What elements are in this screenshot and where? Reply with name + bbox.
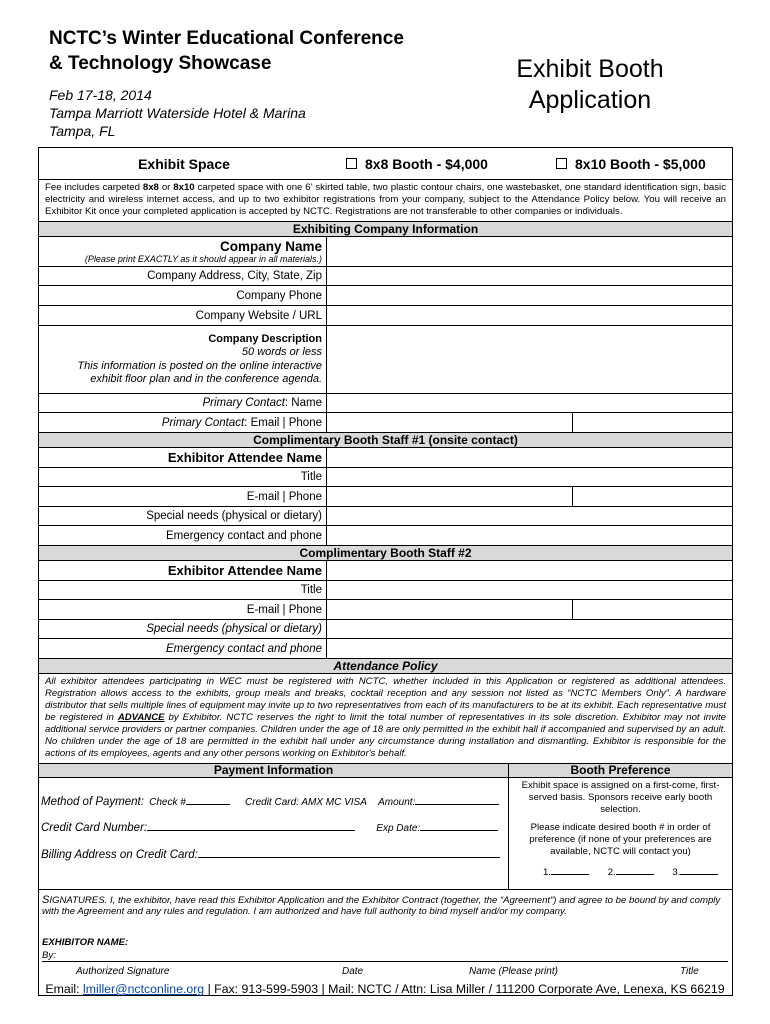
staff1-needs-field[interactable]: Special needs (physical or dietary)	[39, 507, 732, 526]
booth-8x10-option[interactable]: 8x10 Booth - $5,000	[556, 156, 706, 172]
booth-choice-1[interactable]	[551, 864, 589, 875]
staff2-emergency-field[interactable]: Emergency contact and phone	[39, 639, 732, 659]
signature-section	[39, 890, 732, 995]
amount-input[interactable]	[415, 794, 499, 805]
staff2-name-field[interactable]: Exhibitor Attendee Name	[39, 561, 732, 581]
company-name-input[interactable]	[327, 237, 732, 266]
billing-address-input[interactable]	[198, 847, 500, 858]
form-title: Exhibit Booth Application	[516, 55, 664, 114]
company-description-field[interactable]: Company Description 50 words or less This information is posted on the online interactive exhibit floor plan and in the conference agenda.	[39, 326, 732, 394]
conference-venue: Tampa Marriott Waterside Hotel & Marina	[49, 105, 306, 121]
section-staff1: Complimentary Booth Staff #1 (onsite contact)	[39, 433, 732, 448]
checkbox-icon[interactable]	[346, 158, 357, 169]
booth-preference-header: Booth Preference	[509, 764, 732, 778]
conference-title-line1: NCTC’s Winter Educational Conference	[49, 28, 404, 49]
checkbox-icon[interactable]	[556, 158, 567, 169]
application-form	[38, 147, 733, 996]
staff1-emergency-field[interactable]: Emergency contact and phone	[39, 526, 732, 546]
check-number-input[interactable]	[186, 794, 230, 805]
staff1-name-field[interactable]: Exhibitor Attendee Name	[39, 448, 732, 468]
footer-contact: Email: lmiller@nctconline.org | Fax: 913-599-5903 | Mail: NCTC / Attn: Lisa Miller / 111200 Corporate Ave, Lenexa, KS 66219	[45, 982, 725, 996]
section-staff2: Complimentary Booth Staff #2	[39, 546, 732, 561]
exhibit-space-row	[39, 148, 732, 180]
booth-8x8-option[interactable]: 8x8 Booth - $4,000	[346, 156, 488, 172]
cc-number-input[interactable]	[147, 820, 355, 831]
company-phone-field[interactable]: Company Phone	[39, 286, 732, 306]
section-company: Exhibiting Company Information	[39, 222, 732, 237]
caption-date: Date	[342, 966, 364, 977]
staff2-email-field[interactable]: E-mail | Phone	[39, 600, 732, 620]
company-address-field[interactable]: Company Address, City, State, Zip	[39, 267, 732, 286]
payment-booth-row	[39, 764, 732, 890]
fee-description: Fee includes carpeted 8x8 or 8x10 carpeted space with one 6’ skirted table, two plastic contour chairs, one wastebasket, one standard identification sign, basic electricity and wireless internet access, and up to two exhibitor registrations from your company, subject to the Attendance Policy below. You will receive an Exhibitor Kit once your completed application is accepted by NCTC. Registrations are not transferable to other companies or individuals.	[39, 180, 732, 222]
conference-city: Tampa, FL	[49, 123, 116, 139]
caption-name: Name (Please print)	[469, 966, 558, 977]
staff2-needs-field[interactable]: Special needs (physical or dietary)	[39, 620, 732, 639]
signature-statement: SIGNATURES. I, the exhibitor, have read this Exhibitor Application and the Exhibitor Contract (together, the “Agreement”) and agree to be bound by and comply with the Agreement and any rules and regulation. I am authorized and have full authority to bind myself and/or my company.	[42, 894, 721, 917]
caption-signature: Authorized Signature	[76, 966, 170, 977]
exp-date-input[interactable]	[420, 820, 498, 831]
exhibit-space-label: Exhibit Space	[138, 155, 230, 172]
company-website-field[interactable]: Company Website / URL	[39, 306, 732, 326]
caption-title: Title	[680, 966, 699, 977]
section-policy: Attendance Policy	[39, 659, 732, 674]
email-link[interactable]: lmiller@nctconline.org	[83, 982, 205, 996]
staff2-title-field[interactable]: Title	[39, 581, 732, 600]
conference-title-line2: & Technology Showcase	[49, 53, 272, 74]
attendance-policy-text: All exhibitor attendees participating in WEC must be registered with NCTC, whether included in this Application or registered as additional attendees. Registration allows access to the exhibits, group meals and breaks, cocktail reception and any session not listed as “NCTC Members Only”. A hardware distributor that sells multiple lines of equipment may invite up to two representatives from each of its manufacturers to be at its exhibit. Each representative must be registered in ADVANCE by Exhibitor. NCTC reserves the right to limit the total number of representatives in its sole discretion. Exhibitor may not invite additional service providers or partner companies. Children under the age of 18 are only permitted in the exhibit hall if accompanied and supervised by an adult. No children under the age of 18 are permitted in the exhibit hall under any circumstance during installation and dismantling. Exhibitor is responsible for the actions of its employees, agents and any other persons working on Exhibitor's behalf.	[39, 674, 732, 764]
payment-info	[39, 764, 509, 889]
signature-line[interactable]: By:	[42, 950, 728, 962]
payment-method-line: Method of Payment: Check # Credit Card: AMX MC VISA Amount:	[41, 794, 499, 808]
staff1-email-field[interactable]: E-mail | Phone	[39, 487, 732, 507]
booth-choice-2[interactable]	[616, 864, 654, 875]
booth-preference: Booth Preference Exhibit space is assigned on a first-come, first-served basis. Sponsors receive early booth selection. Please indicate desired booth # in order of preference (if none of your preferences are available, NCTC will contact you) 1. 2. 3.	[509, 764, 732, 889]
billing-address-line: Billing Address on Credit Card:	[41, 847, 500, 861]
primary-contact-name-field[interactable]: Primary Contact: Name	[39, 394, 732, 413]
cc-number-line: Credit Card Number: Exp Date:	[41, 820, 498, 834]
exhibitor-name-label: EXHIBITOR NAME:	[42, 937, 129, 948]
conference-date: Feb 17-18, 2014	[49, 87, 152, 103]
primary-contact-email-field[interactable]: Primary Contact: Email | Phone	[39, 413, 732, 433]
payment-header: Payment Information	[39, 764, 508, 778]
booth-choice-3[interactable]	[680, 864, 718, 875]
booth-choices: 1. 2. 3.	[509, 864, 732, 879]
staff1-title-field[interactable]: Title	[39, 468, 732, 487]
conference-header	[49, 26, 469, 140]
company-name-field[interactable]: Company Name (Please print EXACTLY as it should appear in all materials.)	[39, 237, 732, 267]
